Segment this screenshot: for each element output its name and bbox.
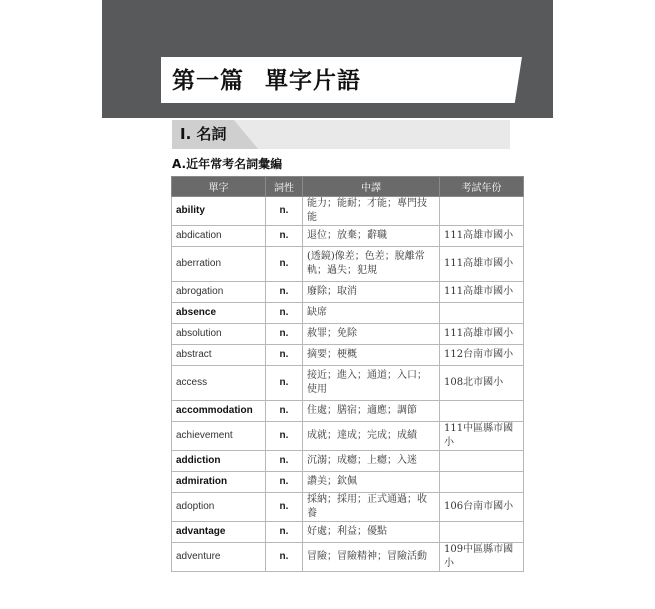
year-cell: 111高雄市國小: [440, 226, 524, 247]
pos-cell: n.: [266, 324, 303, 345]
year-cell: 112台南市國小: [440, 345, 524, 366]
year-cell: [440, 401, 524, 422]
chapter-part-label: 第一篇: [172, 68, 244, 94]
pos-cell: n.: [266, 493, 303, 522]
meaning-cell: 成就；達成；完成；成績: [303, 422, 440, 451]
year-cell: 111中區縣市國小: [440, 422, 524, 451]
word-cell: abstract: [172, 345, 266, 366]
word-cell: abrogation: [172, 282, 266, 303]
year-cell: 111高雄市國小: [440, 324, 524, 345]
table-row: [172, 522, 524, 543]
word-cell: achievement: [172, 422, 266, 451]
pos-cell: n.: [266, 226, 303, 247]
chapter-title-label: 單字片語: [265, 68, 362, 94]
pos-cell: n.: [266, 451, 303, 472]
chapter-title: [172, 63, 373, 99]
pos-cell: n.: [266, 303, 303, 324]
word-cell: accommodation: [172, 401, 266, 422]
vocabulary-table: [171, 176, 524, 572]
word-cell: ability: [172, 197, 266, 226]
word-cell: abdication: [172, 226, 266, 247]
table-row: [172, 451, 524, 472]
meaning-cell: 讚美；欽佩: [303, 472, 440, 493]
subsection-title: A.近年常考名詞彙編: [172, 157, 283, 171]
table-row: [172, 226, 524, 247]
word-cell: absence: [172, 303, 266, 324]
word-cell: access: [172, 366, 266, 401]
table-row: [172, 197, 524, 226]
table-header-row: [172, 177, 524, 197]
pos-cell: n.: [266, 247, 303, 282]
year-cell: 106台南市國小: [440, 493, 524, 522]
meaning-cell: 採納；採用；正式通過；收養: [303, 493, 440, 522]
year-cell: [440, 303, 524, 324]
pos-cell: n.: [266, 472, 303, 493]
meaning-cell: 能力；能耐；才能；專門技能: [303, 197, 440, 226]
meaning-cell: 缺席: [303, 303, 440, 324]
meaning-cell: 好處；利益；優點: [303, 522, 440, 543]
word-cell: adoption: [172, 493, 266, 522]
table-row: [172, 472, 524, 493]
year-cell: [440, 522, 524, 543]
word-cell: admiration: [172, 472, 266, 493]
pos-cell: n.: [266, 522, 303, 543]
year-cell: 111高雄市國小: [440, 282, 524, 303]
table-row: [172, 282, 524, 303]
header-meaning: 中譯: [303, 177, 440, 197]
meaning-cell: (透鏡)像差；色差；脫離常軌；過失；犯規: [303, 247, 440, 282]
word-cell: addiction: [172, 451, 266, 472]
table-row: [172, 493, 524, 522]
meaning-cell: 赦罪；免除: [303, 324, 440, 345]
pos-cell: n.: [266, 543, 303, 572]
meaning-cell: 退位；放棄；辭職: [303, 226, 440, 247]
pos-cell: n.: [266, 282, 303, 303]
meaning-cell: 冒險；冒險精神；冒險活動: [303, 543, 440, 572]
pos-cell: n.: [266, 401, 303, 422]
table-row: [172, 345, 524, 366]
meaning-cell: 住處；膳宿；適應；調節: [303, 401, 440, 422]
meaning-cell: 接近；進入；通道；入口；使用: [303, 366, 440, 401]
year-cell: [440, 197, 524, 226]
pos-cell: n.: [266, 345, 303, 366]
year-cell: 108北市國小: [440, 366, 524, 401]
table-row: [172, 543, 524, 572]
table-row: [172, 247, 524, 282]
year-cell: [440, 472, 524, 493]
table-row: [172, 324, 524, 345]
header-word: 單字: [172, 177, 266, 197]
meaning-cell: 沉溺；成癮；上癮；入迷: [303, 451, 440, 472]
year-cell: 109中區縣市國小: [440, 543, 524, 572]
word-cell: advantage: [172, 522, 266, 543]
meaning-cell: 廢除；取消: [303, 282, 440, 303]
table-row: [172, 366, 524, 401]
word-cell: aberration: [172, 247, 266, 282]
table-row: [172, 401, 524, 422]
section-title: I. 名詞: [180, 125, 227, 143]
meaning-cell: 摘要；梗概: [303, 345, 440, 366]
pos-cell: n.: [266, 366, 303, 401]
word-cell: adventure: [172, 543, 266, 572]
table-row: [172, 303, 524, 324]
pos-cell: n.: [266, 197, 303, 226]
year-cell: [440, 451, 524, 472]
table-row: [172, 422, 524, 451]
year-cell: 111高雄市國小: [440, 247, 524, 282]
header-pos: 詞性: [266, 177, 303, 197]
header-year: 考試年份: [440, 177, 524, 197]
pos-cell: n.: [266, 422, 303, 451]
word-cell: absolution: [172, 324, 266, 345]
